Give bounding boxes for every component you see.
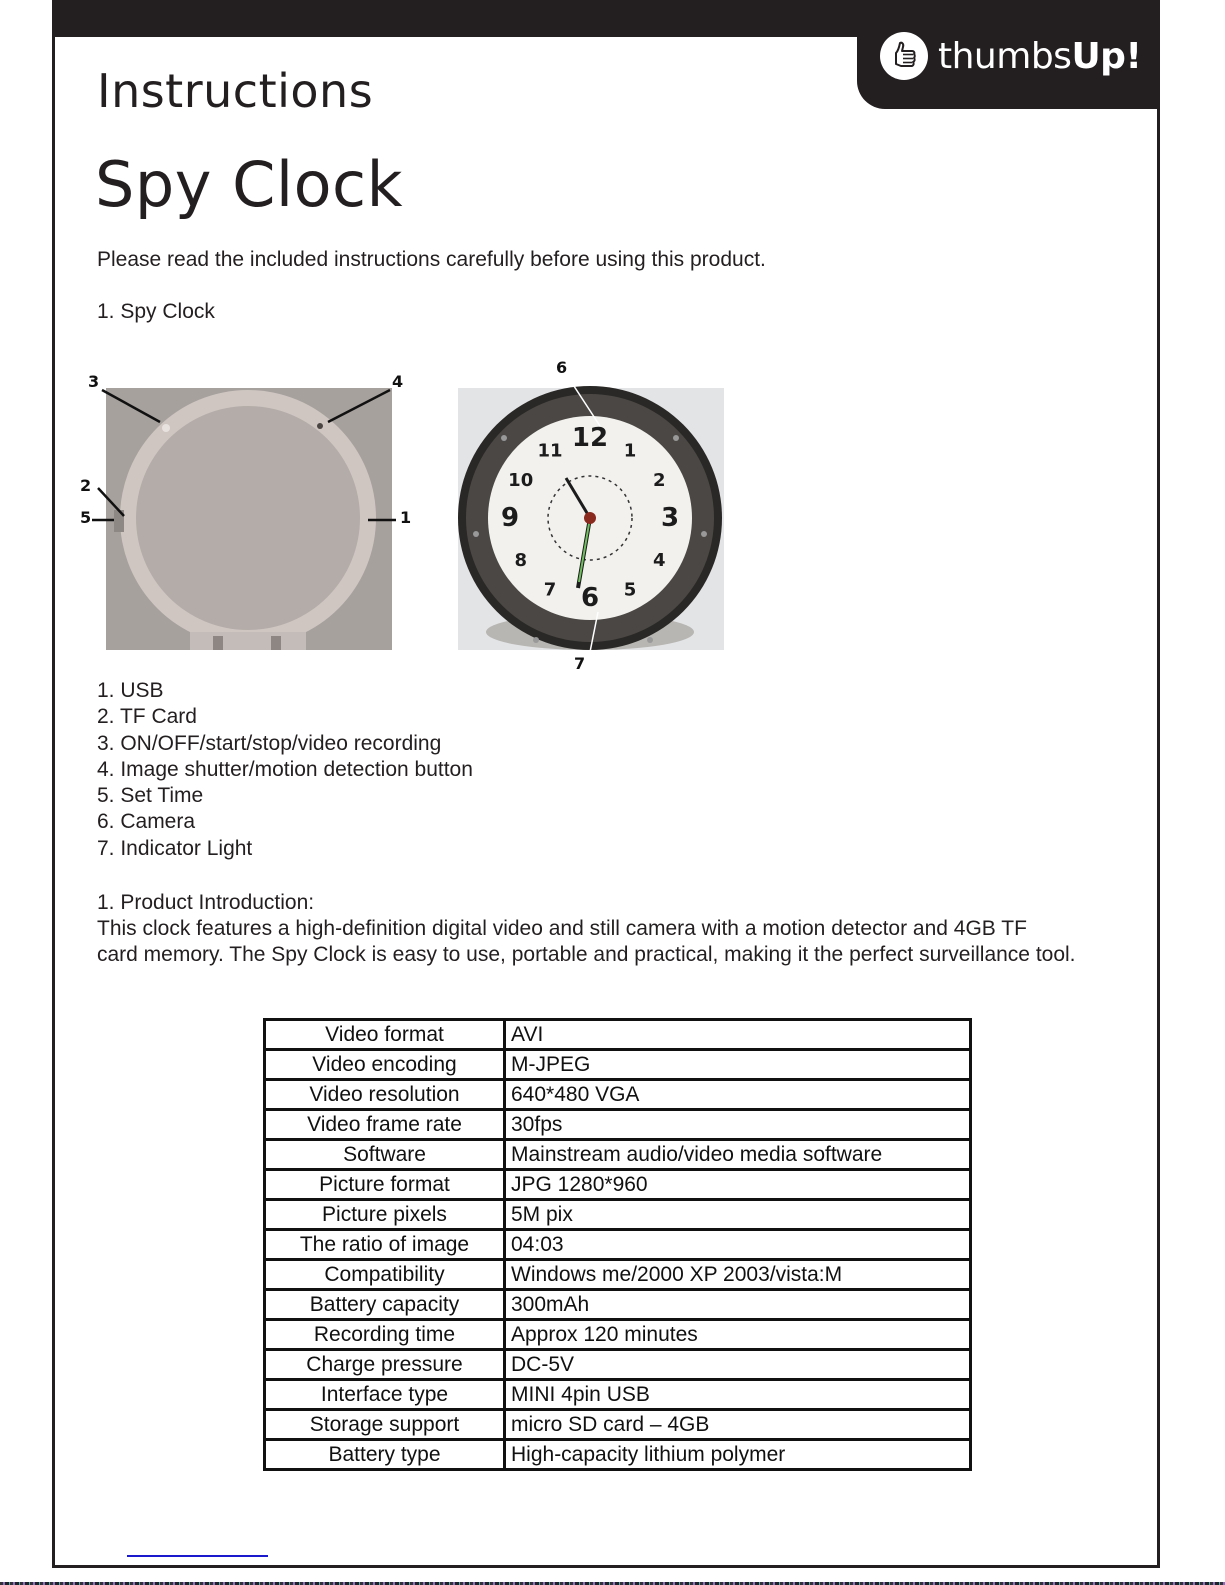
spec-key: Storage support [265, 1410, 505, 1440]
logo-text-light: thumbs [938, 35, 1072, 77]
clock-numeral: 6 [580, 583, 600, 613]
spec-row [265, 1170, 971, 1200]
clock-numeral: 4 [653, 550, 666, 571]
clock-back-photo [78, 360, 418, 660]
spec-key: Video format [265, 1020, 505, 1050]
clock-numeral: 3 [660, 503, 680, 533]
spec-row [265, 1260, 971, 1290]
logo-text-bold: Up! [1071, 35, 1142, 77]
clock-numeral: 7 [543, 579, 557, 601]
spec-row [265, 1020, 971, 1050]
clock-numeral: 8 [514, 550, 527, 571]
spec-row [265, 1320, 971, 1350]
clock-front-photo [440, 350, 770, 680]
spec-value: Approx 120 minutes [505, 1320, 971, 1350]
part-item: 6. Camera [97, 810, 196, 834]
spec-value: 04:03 [505, 1230, 971, 1260]
spec-row [265, 1380, 971, 1410]
spec-row [265, 1200, 971, 1230]
spec-key: Battery capacity [265, 1290, 505, 1320]
spec-row [265, 1080, 971, 1110]
spec-value: DC-5V [505, 1350, 971, 1380]
part-item: 4. Image shutter/motion detection button [97, 757, 473, 781]
clock-numeral: 9 [500, 503, 520, 533]
spec-value: Mainstream audio/video media software [505, 1140, 971, 1170]
spec-value: 300mAh [505, 1290, 971, 1320]
callout-6: 6 [556, 358, 568, 377]
callout-1: 1 [400, 508, 412, 527]
spec-row [265, 1140, 971, 1170]
clock-numeral: 2 [653, 470, 666, 491]
spec-key: Video resolution [265, 1080, 505, 1110]
spec-row [265, 1290, 971, 1320]
product-introduction [97, 890, 1137, 968]
spec-value: AVI [505, 1020, 971, 1050]
spec-row [265, 1050, 971, 1080]
parts-list [97, 678, 473, 862]
spec-row [265, 1350, 971, 1380]
clock-numeral: 5 [623, 579, 637, 601]
clock-numeral: 10 [508, 470, 534, 491]
spec-value: micro SD card – 4GB [505, 1410, 971, 1440]
spec-key: Charge pressure [265, 1350, 505, 1380]
spec-value: 5M pix [505, 1200, 971, 1230]
spec-key: Interface type [265, 1380, 505, 1410]
spec-key: Battery type [265, 1440, 505, 1470]
part-item: 3. ON/OFF/start/stop/video recording [97, 731, 442, 755]
clock-numeral: 11 [537, 440, 563, 462]
spec-value: 640*480 VGA [505, 1080, 971, 1110]
spec-row [265, 1110, 971, 1140]
spec-row [265, 1230, 971, 1260]
clock-numeral: 1 [623, 440, 637, 462]
part-item: 2. TF Card [97, 705, 197, 729]
spec-key: Video encoding [265, 1050, 505, 1080]
callout-5: 5 [80, 508, 92, 527]
footer-link-underline[interactable] [127, 1555, 268, 1557]
spec-value: High-capacity lithium polymer [505, 1440, 971, 1470]
intro-text: Please read the included instructions carefully before using this product. [97, 248, 766, 271]
spec-key: Software [265, 1140, 505, 1170]
clock-numeral: 12 [571, 423, 609, 453]
spec-key: The ratio of image [265, 1230, 505, 1260]
spec-key: Video frame rate [265, 1110, 505, 1140]
spec-row [265, 1440, 971, 1470]
part-item: 7. Indicator Light [97, 836, 253, 860]
spec-key: Picture pixels [265, 1200, 505, 1230]
spec-key: Compatibility [265, 1260, 505, 1290]
spec-row [265, 1410, 971, 1440]
part-item: 5. Set Time [97, 784, 204, 808]
callout-7: 7 [574, 654, 586, 673]
callout-3: 3 [88, 372, 100, 391]
product-intro-line: This clock features a high-definition digital video and still camera with a motion detector and 4GB TF [97, 917, 1027, 940]
product-intro-heading: 1. Product Introduction: [97, 891, 315, 914]
logo-wordmark [938, 36, 1141, 77]
spec-value: JPG 1280*960 [505, 1170, 971, 1200]
product-intro-line: card memory. The Spy Clock is easy to use, portable and practical, making it the perfect surveillance tool. [97, 943, 1076, 966]
spec-key: Recording time [265, 1320, 505, 1350]
spec-value: Windows me/2000 XP 2003/vista:M [505, 1260, 971, 1290]
spec-key: Picture format [265, 1170, 505, 1200]
part-item: 1. USB [97, 679, 164, 702]
spec-value: 30fps [505, 1110, 971, 1140]
brand-logo [880, 30, 1141, 82]
page-title: Spy Clock [95, 148, 404, 221]
thumbs-up-icon [880, 32, 928, 80]
spec-value: MINI 4pin USB [505, 1380, 971, 1410]
spec-value: M-JPEG [505, 1050, 971, 1080]
section-heading: Instructions [97, 64, 374, 118]
callout-4: 4 [392, 372, 404, 391]
callout-2: 2 [80, 476, 92, 495]
section-1-heading: 1. Spy Clock [97, 300, 215, 323]
specifications-table [263, 1018, 972, 1471]
